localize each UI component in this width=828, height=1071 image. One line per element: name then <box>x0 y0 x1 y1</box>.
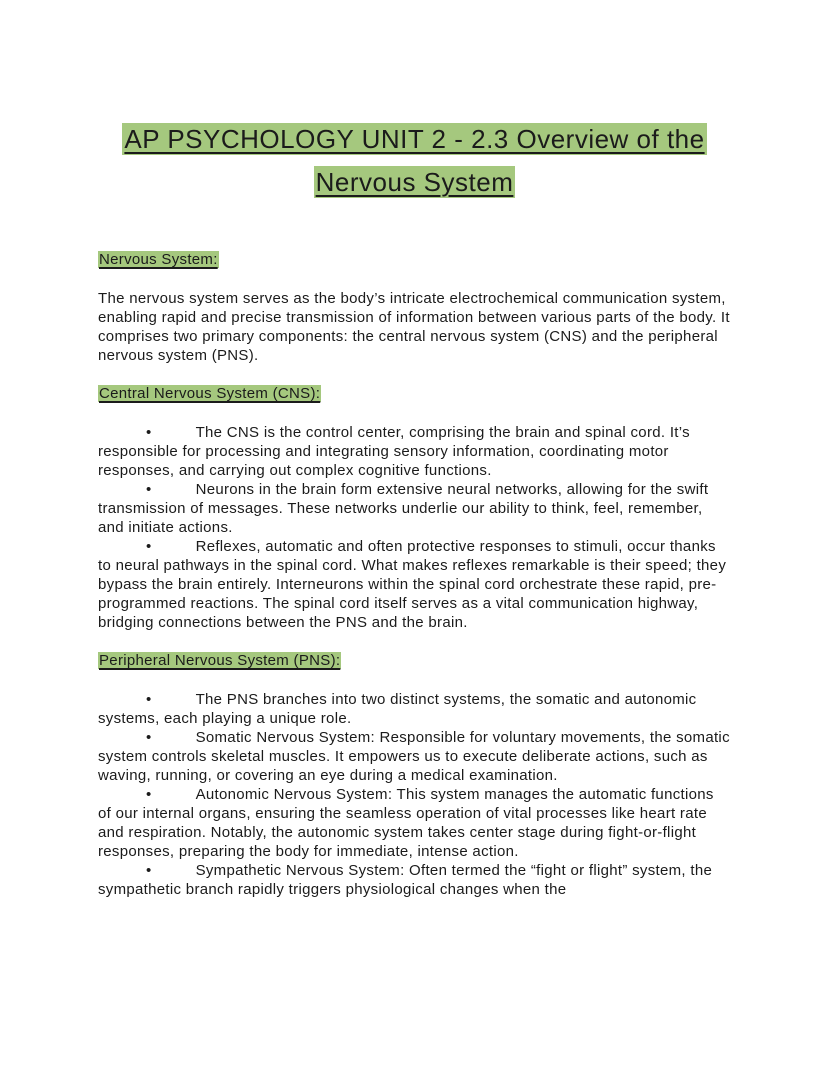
bullet-list-cns <box>98 423 731 632</box>
bullet-icon: • <box>146 862 152 879</box>
bullet-item-pns-1 <box>98 690 731 728</box>
bullet-text-pns-2: Somatic Nervous System: Responsible for voluntary movements, the somatic system controls skeletal muscles. It empowers us to execute deliberate actions, such as waving, running, or covering an eye during a medical examination. <box>98 729 730 784</box>
bullet-list-pns <box>98 690 731 899</box>
bullet-item-pns-2 <box>98 728 731 785</box>
section-heading-pns-text: Peripheral Nervous System (PNS): <box>99 652 341 669</box>
bullet-icon: • <box>146 691 152 708</box>
title-line-1 <box>98 118 731 161</box>
bullet-item-cns-2 <box>98 480 731 537</box>
bullet-text-cns-2: Neurons in the brain form extensive neural networks, allowing for the swift transmission of messages. These networks underlie our ability to think, feel, remember, and initiate actions. <box>98 481 709 536</box>
section-heading-cns-text: Central Nervous System (CNS): <box>99 385 321 402</box>
bullet-icon: • <box>146 729 152 746</box>
bullet-text-cns-1: The CNS is the control center, comprising the brain and spinal cord. It’s responsible for processing and integrating sensory information, coordinating motor responses, and carrying out complex cognitive functions. <box>98 424 690 479</box>
section-heading-pns <box>98 651 731 670</box>
bullet-text-pns-3: Autonomic Nervous System: This system manages the automatic functions of our internal organs, ensuring the seamless operation of vital processes like heart rate and respiration. Notably, the autonomic system takes center stage during fight-or-flight responses, preparing the body for immediate, intense action. <box>98 786 714 860</box>
bullet-icon: • <box>146 424 152 441</box>
document-body <box>98 250 731 899</box>
section-heading-nervous-system <box>98 250 731 269</box>
document-title <box>98 118 731 204</box>
title-line-1-text: AP PSYCHOLOGY UNIT 2 - 2.3 Overview of the <box>124 124 705 154</box>
bullet-item-cns-1 <box>98 423 731 480</box>
bullet-item-pns-4 <box>98 861 731 899</box>
bullet-icon: • <box>146 481 152 498</box>
bullet-icon: • <box>146 786 152 803</box>
section-heading-nervous-system-text: Nervous System: <box>99 251 218 268</box>
bullet-item-cns-3 <box>98 537 731 632</box>
section-heading-cns <box>98 384 731 403</box>
paragraph-nervous-system-intro: The nervous system serves as the body’s intricate electrochemical communication system, enabling rapid and precise transmission of information between various parts of the body. It comprises two primary components: the central nervous system (CNS) and the peripheral nervous system (PNS). <box>98 290 730 364</box>
bullet-item-pns-3 <box>98 785 731 861</box>
bullet-text-cns-3: Reflexes, automatic and often protective responses to stimuli, occur thanks to neural pathways in the spinal cord. What makes reflexes remarkable is their speed; they bypass the brain entirely. Interneurons within the spinal cord orchestrate these rapid, pre-programmed reactions. The spinal cord itself serves as a vital communication highway, bridging connections between the PNS and the brain. <box>98 538 727 631</box>
title-line-2 <box>98 161 731 204</box>
bullet-icon: • <box>146 538 152 555</box>
bullet-text-pns-1: The PNS branches into two distinct systems, the somatic and autonomic systems, each playing a unique role. <box>98 691 697 727</box>
title-line-2-text: Nervous System <box>315 167 514 197</box>
bullet-text-pns-4: Sympathetic Nervous System: Often termed the “fight or flight” system, the sympathetic branch rapidly triggers physiological changes when the <box>98 862 713 898</box>
